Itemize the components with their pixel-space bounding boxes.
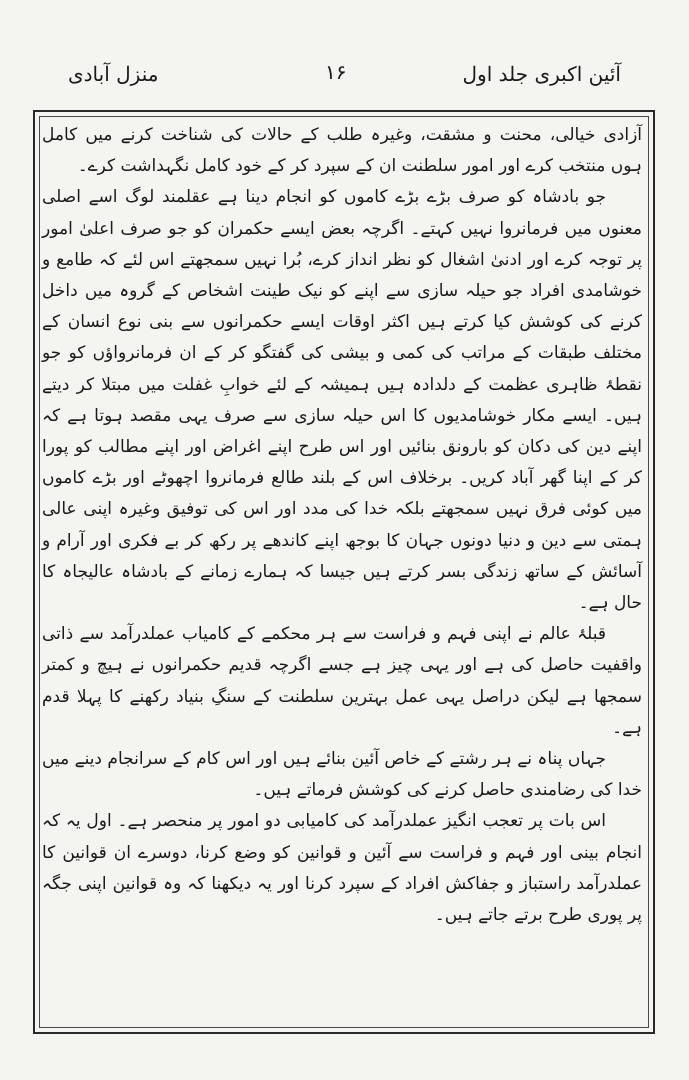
body-text — [42, 120, 642, 931]
paragraph: جہاں پناہ نے ہر رشتے کے خاص آئین بنائے ہیں اور اس کام کے سرانجام دینے میں خدا کی رضامندی حاصل کرنے کی کوشش فرماتے ہیں۔ — [42, 749, 642, 801]
header-book-title: آئین اکبری جلد اول — [462, 62, 621, 86]
paragraph: آزادی خیالی، محنت و مشقت، وغیرہ طلب کے حالات کی شناخت کرنے میں کامل ہوں منتخب کرے اور امور سلطنت ان کے سپرد کر کے خود کامل نگہداشت کرے۔ — [42, 125, 642, 177]
running-header — [0, 58, 689, 98]
page-number: ۱۶ — [325, 60, 347, 84]
paragraph: جو بادشاہ کو صرف بڑے بڑے کاموں کو انجام دینا ہے عقلمند لوگ اسے اصلی معنوں میں فرمانروا نہیں کہتے۔ اگرچہ بعض ایسے حکمران کو جو صرف اعلیٰ امور پر توجہ کرے اور ادنیٰ اشغال کو نظر انداز کرے، بُرا نہیں سمجھتے اس لئے کہ طامع و خوشامدی افراد جو حیلہ سازی سے اپنے کو نیک طینت اشخاص کے گروہ میں داخل کرنے کی کوشش کیا کرتے ہیں اکثر اوقات ایسے حکمرانوں سے بنی نوع انسان کے مختلف طبقات کے مراتب کی کمی و بیشی کی گفتگو کر کے ان فرمانرواؤں کو جو نقطۂ ظاہری عظمت کے دلدادہ ہیں ہمیشہ کے لئے خوابِ غفلت میں مبتلا کر دیتے ہیں۔ ایسے مکار خوشامدیوں کا اس حیلہ سازی سے صرف یہی مقصد ہوتا ہے کہ اپنے دین کی دکان کو بارونق بنائیں اور اس طرح اپنے اغراض اور اپنے مطالب کو پورا کر کے اپنا گھر آباد کریں۔ برخلاف اس کے بلند طالع فرمانروا اچھوٹے اور بڑے کاموں میں کوئی فرق نہیں سمجھتے بلکہ خدا کی مدد اور اس کی توفیق وغیرہ اپنی عالی ہمتی سے دین و دنیا دونوں جہان کا بوجھ اپنے کاندھے پر رکھ کر بے فکری اور آرام و آسائش کے ساتھ زندگی بسر کرتے ہیں جیسا کہ ہمارے زمانے کے بادشاہ عالیجاہ کا حال ہے۔ — [42, 187, 642, 614]
paragraph: قبلۂ عالم نے اپنی فہم و فراست سے ہر محکمے کے کامیاب عملدرآمد سے ذاتی واقفیت حاصل کی ہے اور یہی چیز ہے جسے اگرچہ قدیم حکمرانوں نے ہیچ و کمتر سمجھا ہے لیکن دراصل یہی عمل بہترین سلطنت کے سنگِ بنیاد رکھنے کا پہلا قدم ہے۔ — [42, 624, 642, 738]
paragraph: اس بات پر تعجب انگیز عملدرآمد کی کامیابی دو امور پر منحصر ہے۔ اول یہ کہ انجام بینی اور فہم و فراست سے آئین و قوانین کو وضع کرنا، دوسرے ان قوانین کا عملدرآمد راستباز و جفاکش افراد کے سپرد کرنا اور یہ دیکھنا کہ وہ قوانین اپنی جگہ پر پوری طرح برتے جاتے ہیں۔ — [42, 811, 642, 926]
header-chapter-title: منزل آبادی — [68, 62, 159, 86]
